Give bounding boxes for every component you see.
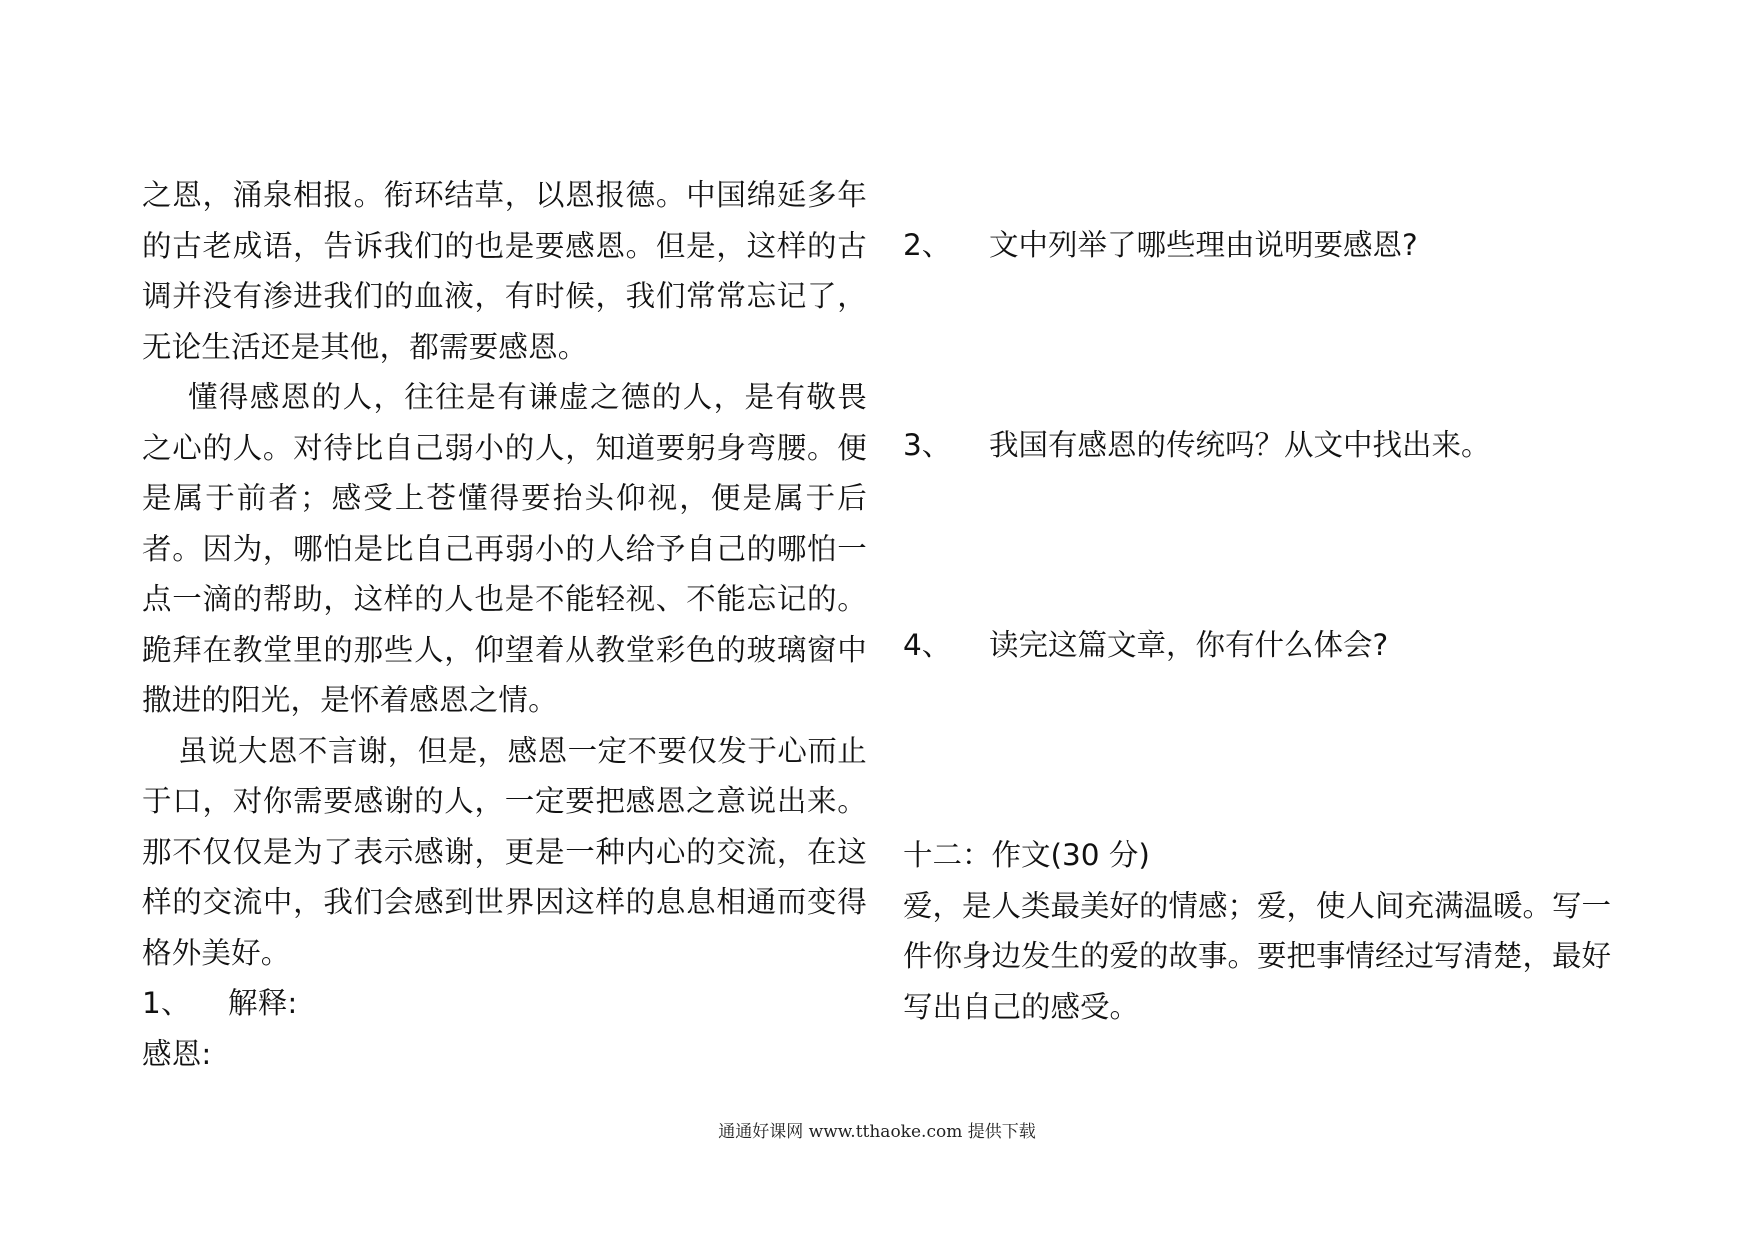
essay-section — [903, 830, 1628, 1032]
passage-paragraph-2: 懂得感恩的人，往往是有谦虚之德的人，是有敬畏之心的人。对待比自己弱小的人，知道要躬身弯腰。便是属于前者；感受上苍懂得要抬头仰视，便是属于后者。因为，哪怕是比自己再弱小的人给予自己的哪怕一点一滴的帮助，这样的人也是不能轻视、不能忘记的。跪拜在教堂里的那些人，仰望着从教堂彩色的玻璃窗中撒进的阳光，是怀着感恩之情。 — [142, 380, 867, 717]
question-1-number: 1、 — [142, 986, 191, 1020]
essay-heading: 十二：作文(30 分) — [903, 838, 1150, 872]
question-1-term: 感恩: — [142, 1036, 212, 1071]
question-3 — [903, 420, 1491, 471]
question-3-text: 我国有感恩的传统吗？从文中找出来。 — [989, 428, 1491, 462]
page-footer: 通通好课网 www.tthaoke.com 提供下载 — [718, 1122, 1036, 1142]
passage-paragraph-1: 之恩，涌泉相报。衔环结草，以恩报德。中国绵延多年的古老成语，告诉我们的也是要感恩。但是，这样的古调并没有渗进我们的血液，有时候，我们常常忘记了，无论生活还是其他，都需要感恩。 — [142, 178, 867, 364]
question-4-text: 读完这篇文章，你有什么体会? — [989, 628, 1389, 662]
question-2-text: 文中列举了哪些理由说明要感恩? — [989, 228, 1418, 262]
question-1 — [142, 978, 867, 1029]
question-4 — [903, 620, 1388, 671]
passage-paragraph-3: 虽说大恩不言谢，但是，感恩一定不要仅发于心而止于口，对你需要感谢的人，一定要把感恩之意说出来。那不仅仅是为了表示感谢，更是一种内心的交流，在这样的交流中，我们会感到世界因这样的息息相通而变得格外美好。 — [142, 733, 867, 970]
question-2-number: 2、 — [903, 228, 952, 262]
question-1-text: 解释: — [228, 986, 298, 1020]
left-column — [142, 170, 867, 1079]
question-4-number: 4、 — [903, 628, 952, 662]
essay-prompt: 爱，是人类最美好的情感；爱，使人间充满温暖。写一件你身边发生的爱的故事。要把事情经过写清楚，最好写出自己的感受。 — [903, 888, 1612, 1024]
question-3-number: 3、 — [903, 428, 952, 462]
question-2 — [903, 220, 1418, 271]
